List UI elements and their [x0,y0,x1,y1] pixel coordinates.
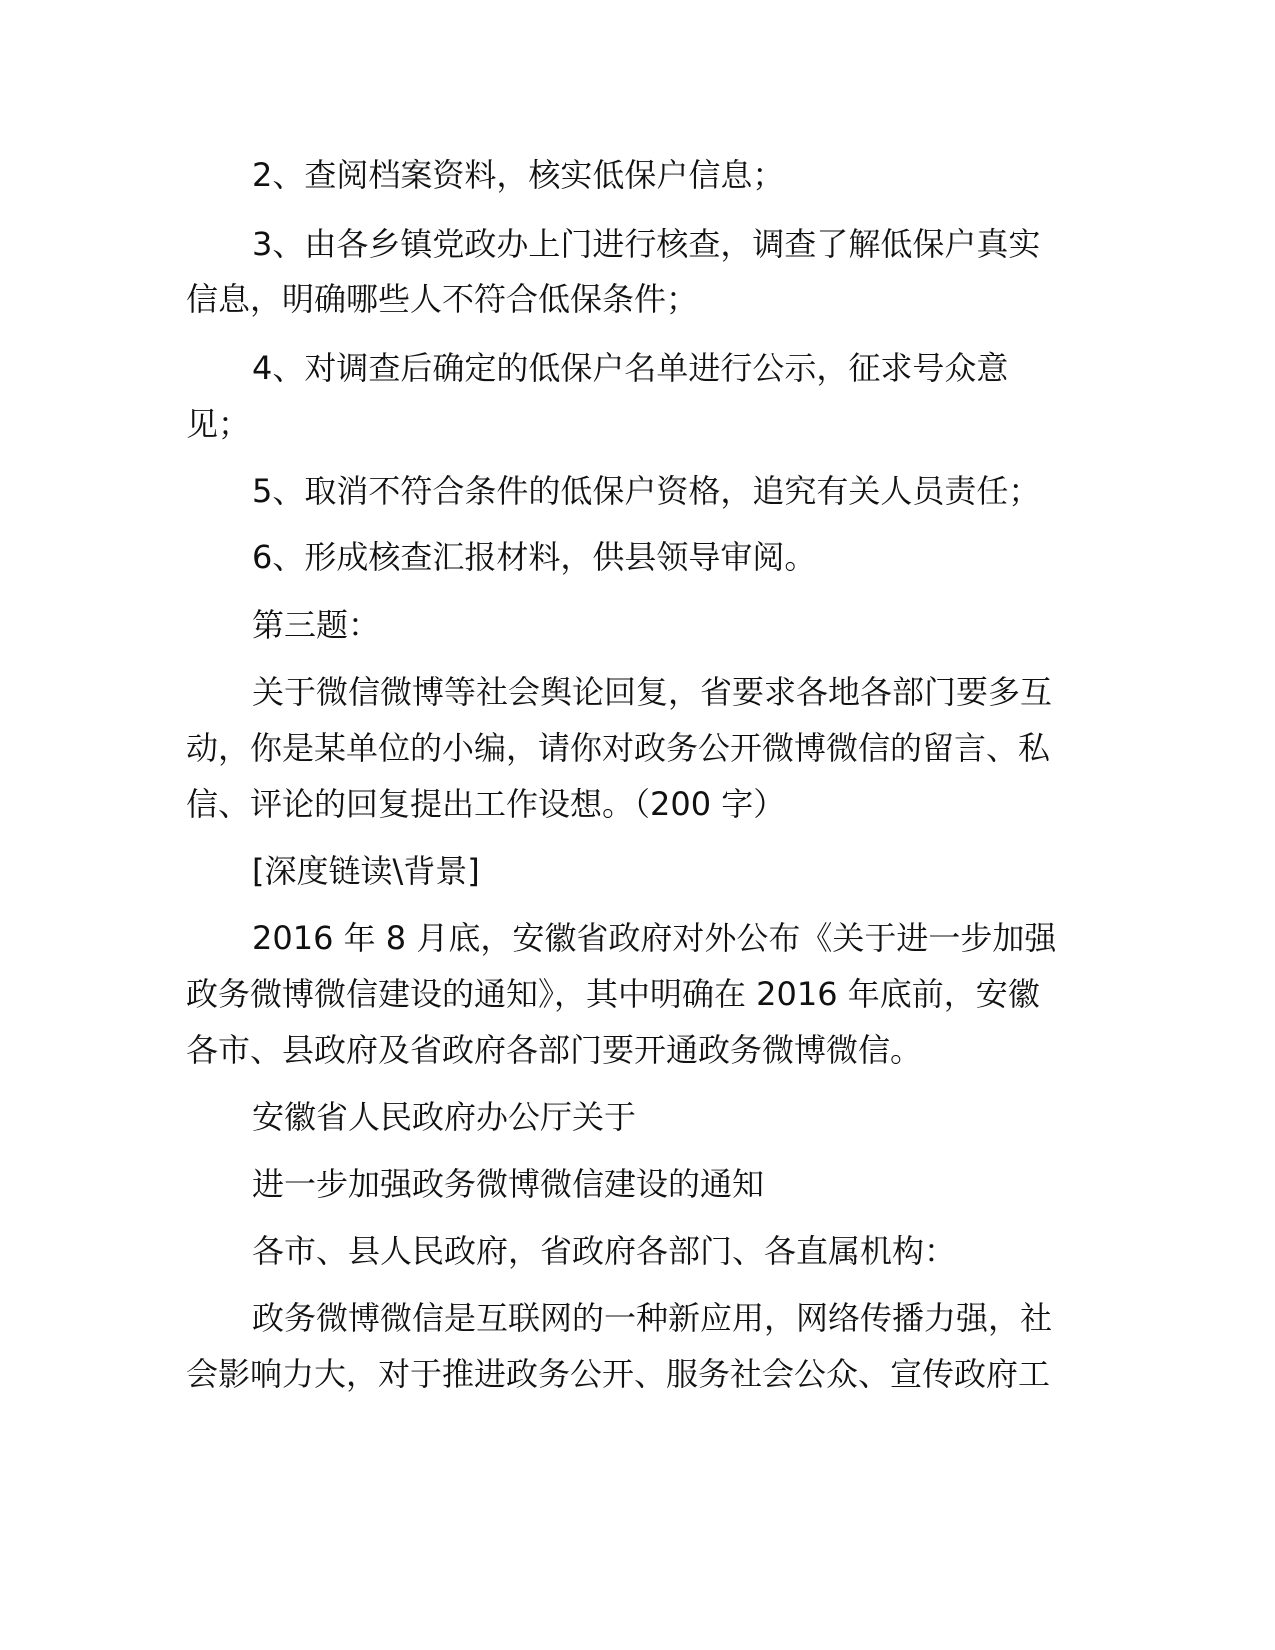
text-line: 2、查阅档案资料，核实低保户信息； [252,156,785,194]
text-line: 动，你是某单位的小编，请你对政务公开微博微信的留言、私 [186,729,1051,767]
text-line: 关于微信微博等社会舆论回复，省要求各地各部门要多互 [252,673,1053,711]
notice-title-line: 安徽省人民政府办公厅关于 [252,1098,637,1136]
text-line: 3、由各乡镇党政办上门进行核查，调查了解低保户真实 [252,225,1041,263]
notice-recipients: 各市、县人民政府，省政府各部门、各直属机构： [252,1232,957,1270]
notice-title-line: 进一步加强政务微博微信建设的通知 [252,1165,765,1203]
text-line: 4、对调查后确定的低保户名单进行公示，征求号众意 [252,349,1009,387]
text-line: 政务微博微信建设的通知》，其中明确在 2016 年底前，安徽 [186,975,1040,1013]
text-line: 6、形成核查汇报材料，供县领导审阅。 [252,538,817,576]
text-line: 各市、县政府及省政府各部门要开通政务微博微信。 [186,1031,923,1069]
text-line: 会影响力大，对于推进政务公开、服务社会公众、宣传政府工 [186,1355,1051,1393]
text-line: 信息，明确哪些人不符合低保条件； [186,280,699,318]
text-line: 政务微博微信是互联网的一种新应用，网络传播力强，社 [252,1299,1053,1337]
text-line: 信、评论的回复提出工作设想。（200 字） [186,785,786,823]
text-line: 2016 年 8 月底，安徽省政府对外公布《关于进一步加强 [252,919,1057,957]
text-line: [深度链读\背景] [252,852,480,890]
text-line: 5、取消不符合条件的低保户资格，追究有关人员责任； [252,472,1041,510]
section-heading: 第三题： [252,606,381,644]
text-line: 见； [186,405,251,443]
